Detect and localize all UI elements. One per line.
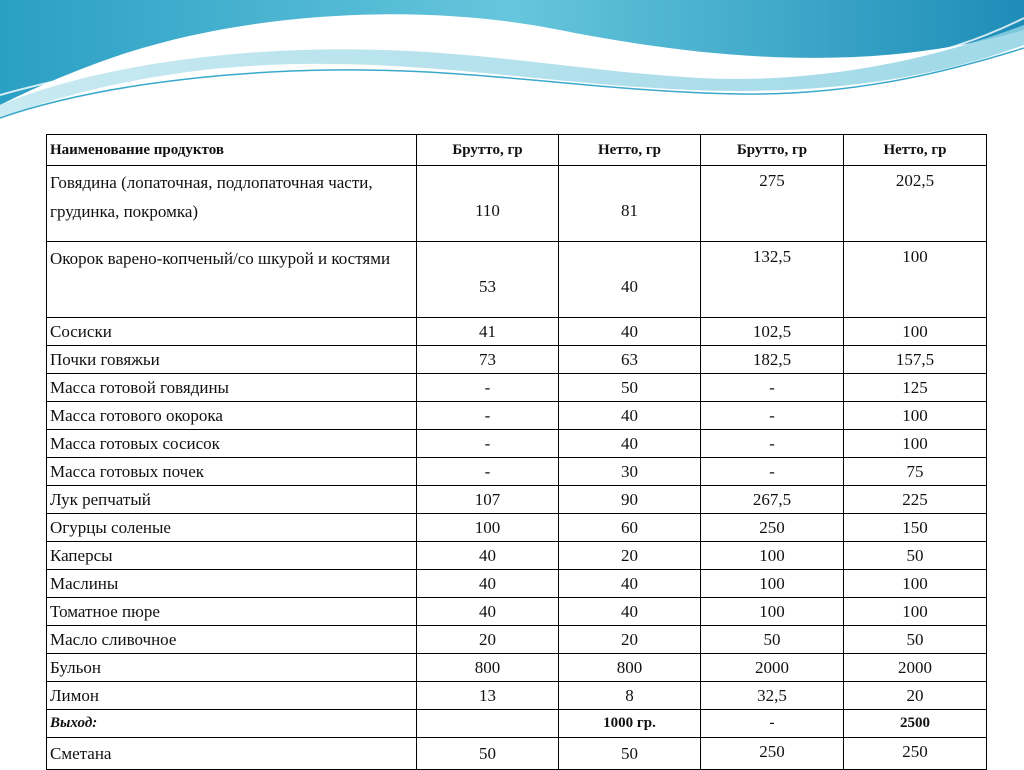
product-name: Сосиски: [47, 318, 417, 346]
table-row: [47, 514, 987, 542]
table-row: [47, 570, 987, 598]
cell-value: 40: [559, 430, 701, 458]
product-name: Лимон: [47, 682, 417, 710]
cell-value: 50: [417, 738, 559, 770]
cell-value: 30: [559, 458, 701, 486]
decorative-wave-banner: [0, 0, 1024, 130]
ingredients-table: [46, 134, 987, 770]
yield-row: [47, 710, 987, 738]
cell-value: 102,5: [701, 318, 844, 346]
cell-value: 157,5: [844, 346, 987, 374]
product-name: Масса готовых почек: [47, 458, 417, 486]
table-row: [47, 654, 987, 682]
cell-value: 40: [559, 570, 701, 598]
cell-value: 50: [559, 738, 701, 770]
cell-value: 2000: [844, 654, 987, 682]
cell-value: 250: [701, 514, 844, 542]
cell-value: 107: [417, 486, 559, 514]
cell-value: 40: [417, 598, 559, 626]
table-row: [47, 346, 987, 374]
cell-value: 53: [417, 242, 559, 318]
cell-value: 90: [559, 486, 701, 514]
cell-value: -: [701, 402, 844, 430]
cell-value: 75: [844, 458, 987, 486]
yield-value: 2500: [844, 710, 987, 738]
product-name: Лук репчатый: [47, 486, 417, 514]
cell-value: 20: [559, 542, 701, 570]
header-brutto-2: Брутто, гр: [701, 135, 844, 166]
table-header-row: [47, 135, 987, 166]
cell-value: 2000: [701, 654, 844, 682]
cell-value: 73: [417, 346, 559, 374]
cell-value: 63: [559, 346, 701, 374]
cell-value: 40: [417, 570, 559, 598]
cell-value: 225: [844, 486, 987, 514]
table-row: [47, 374, 987, 402]
product-name: Почки говяжьи: [47, 346, 417, 374]
cell-value: 100: [844, 430, 987, 458]
cell-value: 100: [701, 542, 844, 570]
product-name: Томатное пюре: [47, 598, 417, 626]
cell-value: 125: [844, 374, 987, 402]
cell-value: -: [417, 458, 559, 486]
cell-value: 40: [559, 402, 701, 430]
cell-value: -: [417, 430, 559, 458]
cell-value: -: [701, 374, 844, 402]
cell-value: 60: [559, 514, 701, 542]
table-row: [47, 486, 987, 514]
product-name: Говядина (лопаточная, подлопаточная части, грудинка, покромка): [47, 166, 417, 242]
cell-value: 100: [844, 242, 987, 318]
cell-value: 100: [844, 598, 987, 626]
cell-value: 182,5: [701, 346, 844, 374]
cell-value: 150: [844, 514, 987, 542]
cell-value: 100: [844, 402, 987, 430]
table-row: [47, 542, 987, 570]
cell-value: -: [417, 374, 559, 402]
cell-value: 41: [417, 318, 559, 346]
cell-value: 202,5: [844, 166, 987, 242]
cell-value: 800: [559, 654, 701, 682]
yield-label: Выход:: [47, 710, 417, 738]
product-name: Масло сливочное: [47, 626, 417, 654]
cell-value: -: [701, 458, 844, 486]
cell-value: 50: [559, 374, 701, 402]
header-product-name: Наименование продуктов: [47, 135, 417, 166]
cell-value: 40: [417, 542, 559, 570]
header-netto-1: Нетто, гр: [559, 135, 701, 166]
table-row: [47, 166, 987, 242]
product-name: Бульон: [47, 654, 417, 682]
cell-value: -: [701, 430, 844, 458]
cell-value: 40: [559, 242, 701, 318]
table-row: [47, 738, 987, 770]
cell-value: 800: [417, 654, 559, 682]
product-name: Маслины: [47, 570, 417, 598]
table-row: [47, 402, 987, 430]
cell-value: 50: [701, 626, 844, 654]
cell-value: 20: [844, 682, 987, 710]
table-row: [47, 318, 987, 346]
cell-value: 100: [844, 318, 987, 346]
table-row: [47, 430, 987, 458]
header-brutto-1: Брутто, гр: [417, 135, 559, 166]
table-row: [47, 682, 987, 710]
cell-value: -: [417, 402, 559, 430]
product-name: Сметана: [47, 738, 417, 770]
cell-value: 275: [701, 166, 844, 242]
cell-value: 8: [559, 682, 701, 710]
yield-value: -: [701, 710, 844, 738]
cell-value: 50: [844, 626, 987, 654]
cell-value: 13: [417, 682, 559, 710]
cell-value: 100: [701, 570, 844, 598]
table-row: [47, 458, 987, 486]
cell-value: 40: [559, 318, 701, 346]
table-row: [47, 242, 987, 318]
cell-value: 267,5: [701, 486, 844, 514]
yield-value: 1000 гр.: [559, 710, 701, 738]
cell-value: 40: [559, 598, 701, 626]
cell-value: 20: [417, 626, 559, 654]
product-name: Огурцы соленые: [47, 514, 417, 542]
table-row: [47, 626, 987, 654]
cell-value: [417, 710, 559, 738]
cell-value: 81: [559, 166, 701, 242]
cell-value: 250: [844, 738, 987, 770]
product-name: Масса готового окорока: [47, 402, 417, 430]
cell-value: 20: [559, 626, 701, 654]
table-row: [47, 598, 987, 626]
cell-value: 110: [417, 166, 559, 242]
cell-value: 100: [701, 598, 844, 626]
cell-value: 32,5: [701, 682, 844, 710]
cell-value: 100: [844, 570, 987, 598]
cell-value: 250: [701, 738, 844, 770]
product-name: Масса готовой говядины: [47, 374, 417, 402]
cell-value: 132,5: [701, 242, 844, 318]
cell-value: 50: [844, 542, 987, 570]
header-netto-2: Нетто, гр: [844, 135, 987, 166]
product-name: Масса готовых сосисок: [47, 430, 417, 458]
product-name: Окорок варено-копченый/со шкурой и костями: [47, 242, 417, 318]
product-name: Каперсы: [47, 542, 417, 570]
cell-value: 100: [417, 514, 559, 542]
